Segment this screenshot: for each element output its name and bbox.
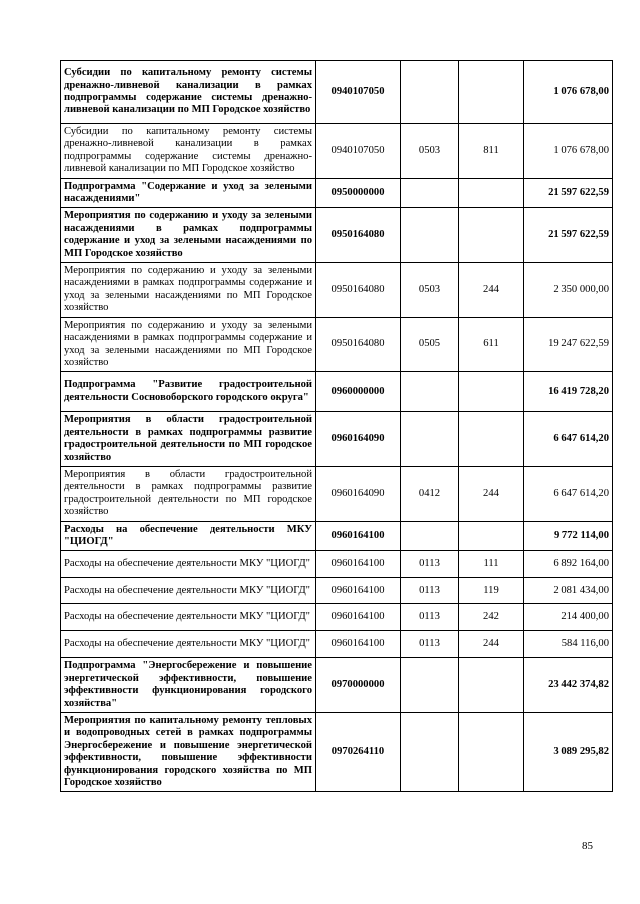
- expense-name-cell: Субсидии по капитальному ремонту системы дренажно-ливневой канализации в рамках подпрограммы содержание системы дренажно-ливневой канализации по МП Городское хозяйство: [61, 61, 316, 124]
- section-code-cell: [401, 61, 459, 124]
- expense-kind-cell: 244: [459, 466, 524, 521]
- expense-kind-cell: [459, 713, 524, 792]
- budget-table-body: [61, 61, 613, 792]
- expense-kind-cell: [459, 521, 524, 551]
- target-code-cell: 0960164100: [316, 551, 401, 578]
- table-row: [61, 124, 613, 179]
- expense-name-cell: Расходы на обеспечение деятельности МКУ "ЦИОГД": [61, 521, 316, 551]
- table-row: [61, 178, 613, 208]
- expense-name-cell: Мероприятия по содержанию и уходу за зелеными насаждениями в рамках подпрограммы содержание и уход за зелеными насаждениями по МП Городское хозяйство: [61, 263, 316, 318]
- section-code-cell: 0503: [401, 124, 459, 179]
- expense-name-cell: Субсидии по капитальному ремонту системы дренажно-ливневой канализации в рамках подпрограммы содержание системы дренажно-ливневой канализации по МП Городское хозяйство: [61, 124, 316, 179]
- amount-cell: 1 076 678,00: [524, 61, 613, 124]
- section-code-cell: 0113: [401, 631, 459, 658]
- target-code-cell: 0950164080: [316, 208, 401, 263]
- target-code-cell: 0940107050: [316, 124, 401, 179]
- expense-kind-cell: 811: [459, 124, 524, 179]
- expense-kind-cell: [459, 208, 524, 263]
- expense-name-cell: Подпрограмма "Энергосбережение и повышение энергетической эффективности, повышение эффективности функционирования городского хозяйства": [61, 658, 316, 713]
- target-code-cell: 0960164100: [316, 631, 401, 658]
- expense-kind-cell: 244: [459, 263, 524, 318]
- table-row: [61, 208, 613, 263]
- expense-name-cell: Расходы на обеспечение деятельности МКУ "ЦИОГД": [61, 631, 316, 658]
- table-row: [61, 412, 613, 467]
- expense-name-cell: Подпрограмма "Развитие градостроительной деятельности Сосновоборского городского округа": [61, 372, 316, 412]
- section-code-cell: [401, 178, 459, 208]
- target-code-cell: 0960164090: [316, 412, 401, 467]
- section-code-cell: [401, 713, 459, 792]
- amount-cell: 214 400,00: [524, 604, 613, 631]
- target-code-cell: 0950000000: [316, 178, 401, 208]
- table-row: [61, 578, 613, 604]
- expense-name-cell: Мероприятия по капитальному ремонту тепловых и водопроводных сетей в рамках подпрограммы Энергосбережение и повышение энергетической эффективности, повышение эффективности функционирования городского хозяйства по МП Городское хозяйство: [61, 713, 316, 792]
- table-row: [61, 317, 613, 372]
- amount-cell: 2 350 000,00: [524, 263, 613, 318]
- amount-cell: 21 597 622,59: [524, 178, 613, 208]
- budget-table: [60, 60, 613, 792]
- target-code-cell: 0960164100: [316, 578, 401, 604]
- expense-kind-cell: [459, 412, 524, 467]
- amount-cell: 2 081 434,00: [524, 578, 613, 604]
- amount-cell: 23 442 374,82: [524, 658, 613, 713]
- table-row: [61, 372, 613, 412]
- table-row: [61, 713, 613, 792]
- expense-name-cell: Расходы на обеспечение деятельности МКУ "ЦИОГД": [61, 578, 316, 604]
- expense-name-cell: Расходы на обеспечение деятельности МКУ "ЦИОГД": [61, 551, 316, 578]
- expense-kind-cell: [459, 658, 524, 713]
- section-code-cell: [401, 208, 459, 263]
- target-code-cell: 0960164100: [316, 604, 401, 631]
- amount-cell: 9 772 114,00: [524, 521, 613, 551]
- expense-kind-cell: [459, 178, 524, 208]
- section-code-cell: 0505: [401, 317, 459, 372]
- section-code-cell: 0412: [401, 466, 459, 521]
- target-code-cell: 0940107050: [316, 61, 401, 124]
- amount-cell: 6 647 614,20: [524, 466, 613, 521]
- section-code-cell: 0113: [401, 578, 459, 604]
- target-code-cell: 0950164080: [316, 317, 401, 372]
- expense-name-cell: Мероприятия в области градостроительной деятельности в рамках подпрограммы развитие градостроительной деятельности по МП городское хозяйство: [61, 466, 316, 521]
- section-code-cell: [401, 372, 459, 412]
- expense-name-cell: Мероприятия в области градостроительной деятельности в рамках подпрограммы развитие градостроительной деятельности по МП городское хозяйство: [61, 412, 316, 467]
- target-code-cell: 0960000000: [316, 372, 401, 412]
- expense-kind-cell: 111: [459, 551, 524, 578]
- target-code-cell: 0950164080: [316, 263, 401, 318]
- expense-name-cell: Расходы на обеспечение деятельности МКУ "ЦИОГД": [61, 604, 316, 631]
- expense-name-cell: Подпрограмма "Содержание и уход за зелеными насаждениями": [61, 178, 316, 208]
- amount-cell: 16 419 728,20: [524, 372, 613, 412]
- amount-cell: 1 076 678,00: [524, 124, 613, 179]
- expense-kind-cell: [459, 61, 524, 124]
- expense-name-cell: Мероприятия по содержанию и уходу за зелеными насаждениями в рамках подпрограммы содержание и уход за зелеными насаждениями по МП Городское хозяйство: [61, 317, 316, 372]
- target-code-cell: 0970000000: [316, 658, 401, 713]
- section-code-cell: 0503: [401, 263, 459, 318]
- table-row: [61, 631, 613, 658]
- table-row: [61, 61, 613, 124]
- amount-cell: 3 089 295,82: [524, 713, 613, 792]
- section-code-cell: [401, 658, 459, 713]
- expense-kind-cell: 119: [459, 578, 524, 604]
- table-row: [61, 263, 613, 318]
- expense-kind-cell: 611: [459, 317, 524, 372]
- expense-kind-cell: 242: [459, 604, 524, 631]
- expense-name-cell: Мероприятия по содержанию и уходу за зелеными насаждениями в рамках подпрограммы содержание и уход за зелеными насаждениями по МП Городское хозяйство: [61, 208, 316, 263]
- amount-cell: 6 892 164,00: [524, 551, 613, 578]
- expense-kind-cell: [459, 372, 524, 412]
- table-row: [61, 604, 613, 631]
- amount-cell: 584 116,00: [524, 631, 613, 658]
- table-row: [61, 466, 613, 521]
- amount-cell: 19 247 622,59: [524, 317, 613, 372]
- target-code-cell: 0970264110: [316, 713, 401, 792]
- target-code-cell: 0960164090: [316, 466, 401, 521]
- amount-cell: 21 597 622,59: [524, 208, 613, 263]
- table-row: [61, 521, 613, 551]
- section-code-cell: 0113: [401, 551, 459, 578]
- expense-kind-cell: 244: [459, 631, 524, 658]
- table-row: [61, 551, 613, 578]
- section-code-cell: [401, 521, 459, 551]
- table-row: [61, 658, 613, 713]
- target-code-cell: 0960164100: [316, 521, 401, 551]
- section-code-cell: 0113: [401, 604, 459, 631]
- amount-cell: 6 647 614,20: [524, 412, 613, 467]
- section-code-cell: [401, 412, 459, 467]
- page-number: 85: [582, 840, 593, 852]
